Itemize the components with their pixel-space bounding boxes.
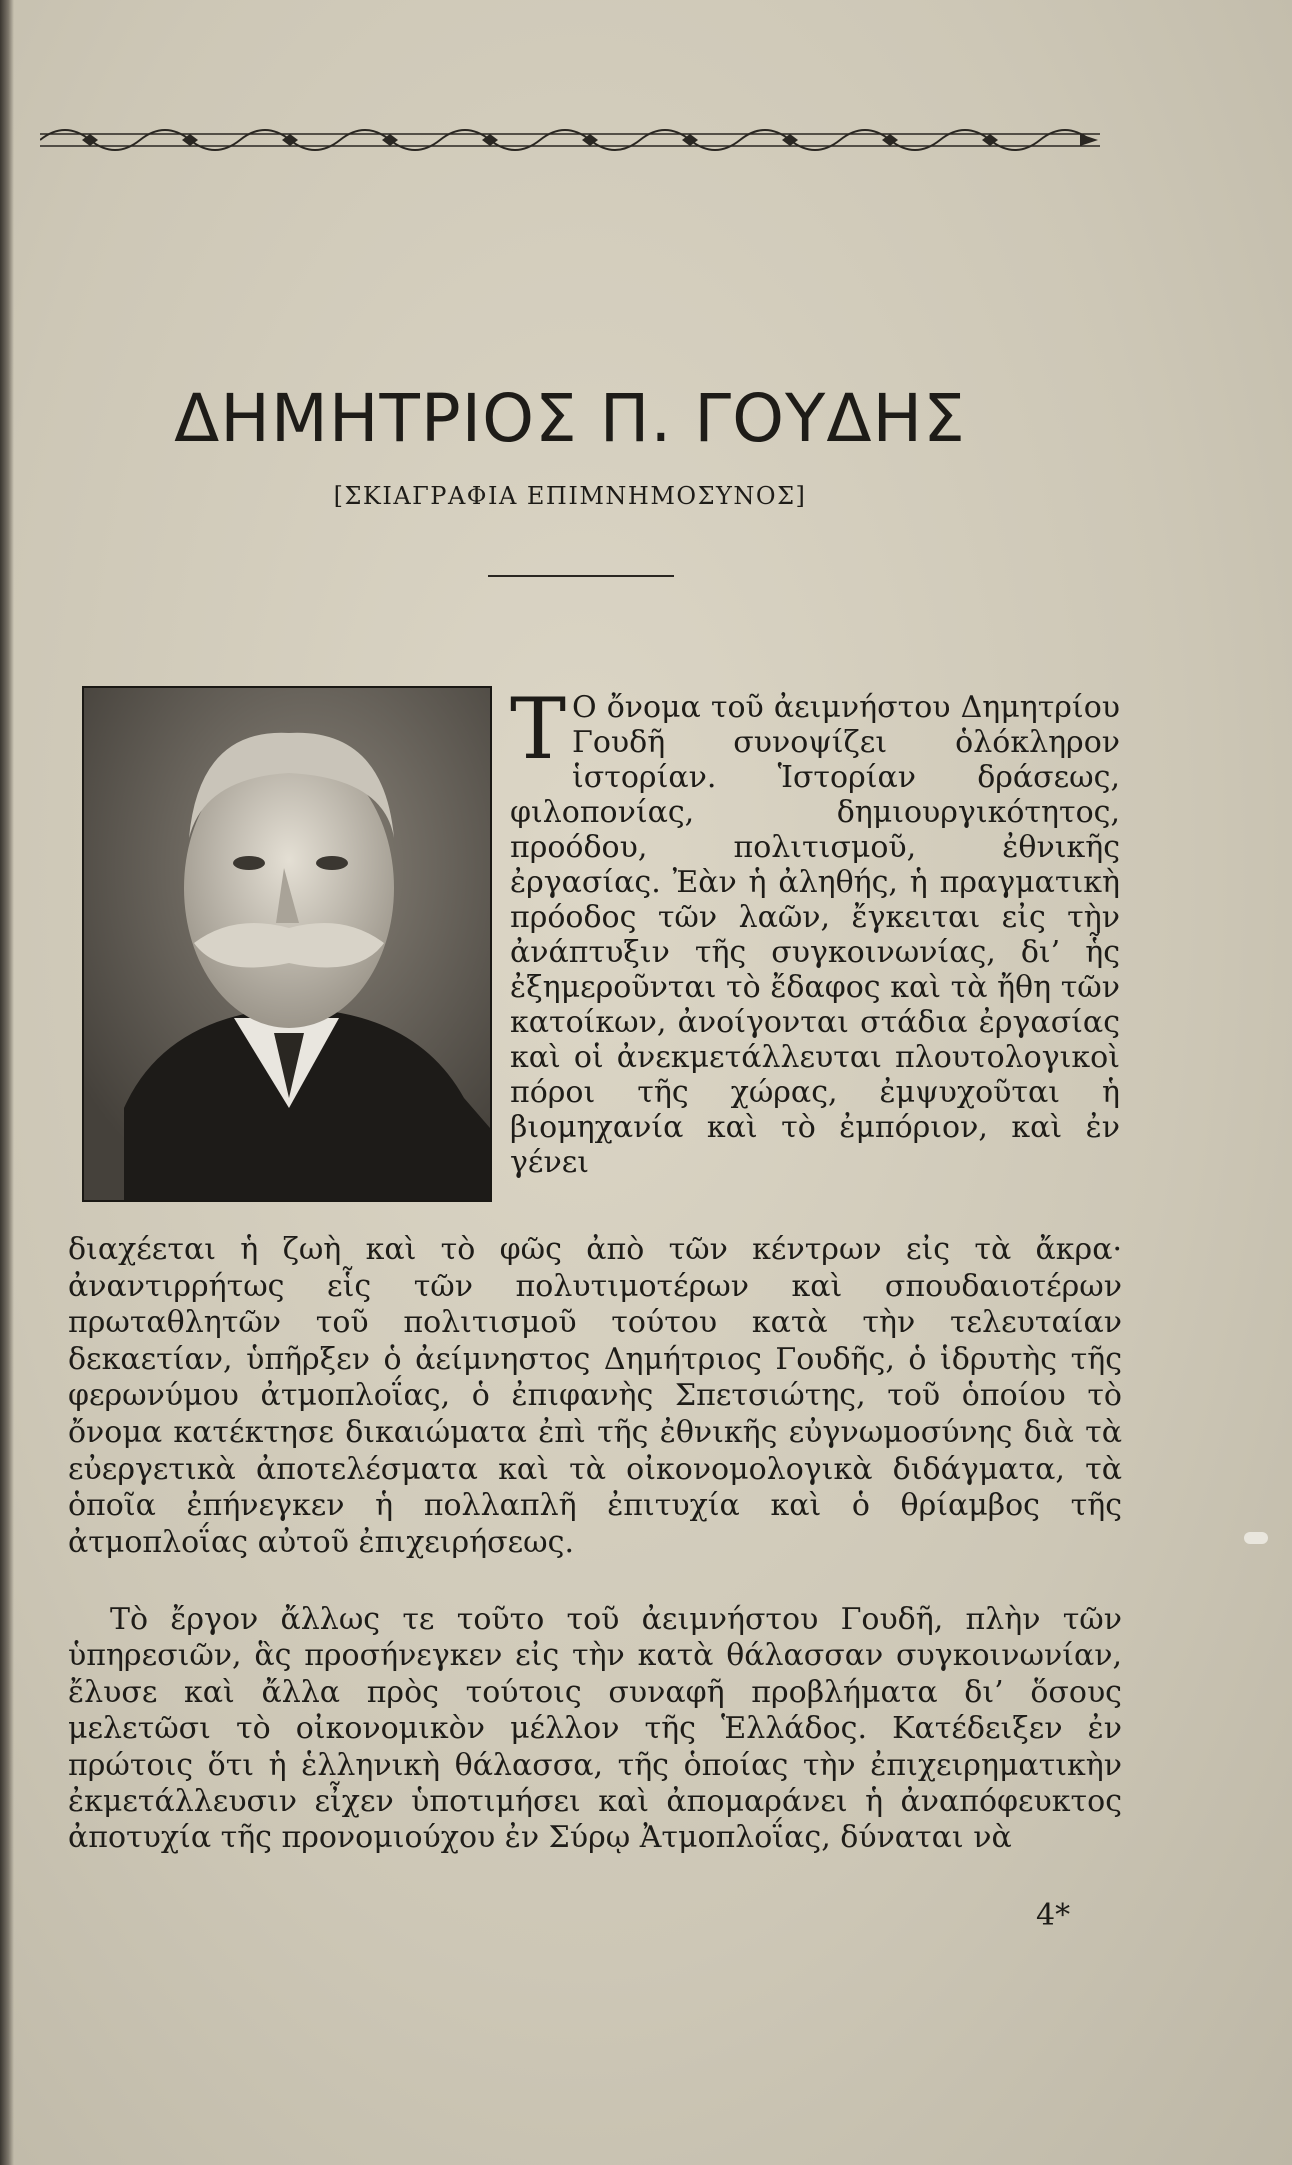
second-paragraph: Τὸ ἔργον ἄλλως τε τοῦτο τοῦ ἀειμνήστου Γουδῆ, πλὴν τῶν ὑπηρεσιῶν, ἃς προσήνεγκεν εἰς τὴν κατὰ θάλασσαν συγκοινωνίαν, ἔλυσε καὶ ἄλλα πρὸς τούτοις συναφῆ προβλήματα δι’ ὅσους μελετῶσι τὸ οἰκονομικὸν μέλλον τῆς Ἑλλάδος. Κατέδειξεν ἐν πρώτοις ὅτι ἡ ἑλληνικὴ θάλασσα, τῆς ὁποίας τὴν ἐπιχειρηματικὴν ἐκμετάλλευσιν εἶχεν ὑποτιμήσει καὶ ἀπομαράνει ἡ ἀναπόφευκτος ἀποτυχία τῆς προνομιούχου ἐν Σύρῳ Ἀτμοπλοΐας, δύναται νὰ [68, 1602, 1122, 1856]
signature-mark: 4* [1036, 1898, 1071, 1933]
page-subtitle: [ΣΚΙΑΓΡΑΦΙΑ ΕΠΙΜΝΗΜΟΣΥΝΟΣ] [333, 482, 807, 510]
page-title: ΔΗΜΗΤΡΙΟΣ Π. ΓΟΥΔΗΣ [174, 380, 966, 457]
portrait-photo [82, 686, 492, 1202]
paper-smudge [1244, 1532, 1268, 1544]
title-divider [488, 575, 674, 577]
first-paragraph-continued: διαχέεται ἡ ζωὴ καὶ τὸ φῶς ἀπὸ τῶν κέντρων εἰς τὰ ἄκρα· ἀναντιρρήτως εἷς τῶν πολυτιμοτέρων καὶ σπουδαιοτέρων πρωταθλητῶν τοῦ πολιτισμοῦ τούτου κατὰ τὴν τελευταίαν δεκαετίαν, ὑπῆρξεν ὁ ἀείμνηστος Δημήτριος Γουδῆς, ὁ ἱδρυτὴς τῆς φερωνύμου ἀτμοπλοΐας, ὁ ἐπιφανὴς Σπετσιώτης, τοῦ ὁποίου τὸ ὄνομα κατέκτησε δικαιώματα ἐπὶ τῆς ἐθνικῆς εὐγνωμοσύνης διὰ τὰ εὐεργετικὰ ἀποτελέσματα καὶ τὰ οἰκονομολογικὰ διδάγματα, τὰ ὁποῖα ἐπήνεγκεν ἡ πολλαπλῆ ἐπιτυχία καὶ ὁ θρίαμβος τῆς ἀτμοπλοΐας αὐτοῦ ἐπιχειρήσεως. [68, 1232, 1122, 1560]
ornament-border [40, 112, 1100, 168]
page-edge-shadow [0, 0, 14, 2165]
first-paragraph-block [510, 680, 1120, 1180]
portrait-photo-icon [84, 688, 490, 1200]
first-paragraph: Ο ὄνομα τοῦ ἀειμνήστου Δημητρίου Γουδῆ συνοψίζει ὁλόκληρον ἱστορίαν. Ἱστορίαν δράσεως, φιλοπονίας, δημιουργικότητος, προόδου, πολιτισμοῦ, ἐθνικῆς ἐργασίας. Ἐὰν ἡ ἀληθής, ἡ πραγματικὴ πρόοδος τῶν λαῶν, ἔγκειται εἰς τὴν ἀνάπτυξιν τῆς συγκοινωνίας, δι’ ἧς ἐξημεροῦνται τὸ ἔδαφος καὶ τὰ ἤθη τῶν κατοίκων, ἀνοίγονται στάδια ἐργασίας καὶ οἱ ἀνεκμετάλλευται πλουτολογικοὶ πόροι τῆς χώρας, ἐμψυχοῦται ἡ βιομηχανία καὶ τὸ ἐμπόριον, καὶ ἐν γένει [510, 690, 1120, 1180]
drop-cap: Τ [510, 680, 567, 778]
